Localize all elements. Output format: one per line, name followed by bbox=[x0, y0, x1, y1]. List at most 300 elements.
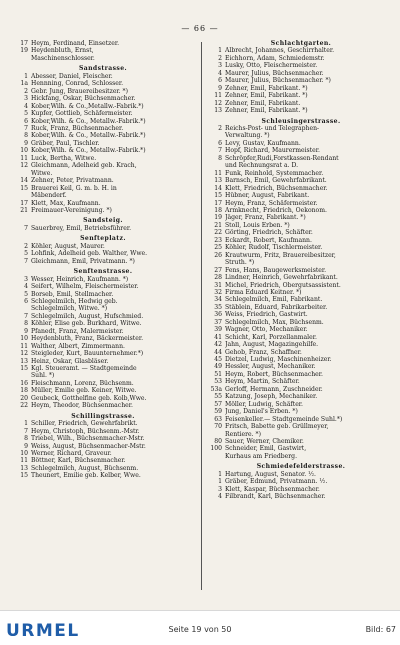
page-number: — 66 — bbox=[181, 24, 219, 33]
house-number: 13 bbox=[214, 107, 222, 115]
directory-entry bbox=[14, 155, 192, 162]
house-number: 7 bbox=[24, 312, 28, 320]
resident-text: Klett, Kaspar, Büchsenmacher. bbox=[225, 485, 320, 493]
directory-entry bbox=[14, 88, 192, 95]
directory-entry bbox=[208, 85, 394, 92]
resident-text: Zehner, Emil, Fabrikant. *) bbox=[225, 107, 308, 115]
resident-text: Maurer, Julius, Büchsenmacher. bbox=[225, 69, 324, 77]
house-number: 15 bbox=[214, 192, 222, 200]
house-number: 5 bbox=[24, 290, 28, 298]
directory-entry bbox=[14, 472, 192, 479]
house-number: 57 bbox=[214, 400, 222, 408]
directory-entry bbox=[208, 244, 394, 251]
directory-entry bbox=[208, 445, 394, 452]
directory-entry bbox=[208, 319, 394, 326]
house-number: 3 bbox=[24, 275, 28, 283]
directory-entry bbox=[208, 289, 394, 296]
resident-text: Kgl. Steueramt. — Stadtgemeinde bbox=[31, 365, 137, 373]
resident-text: Wesser, Heinrich, Kaufmann. *) bbox=[31, 275, 129, 283]
directory-entry bbox=[14, 140, 192, 147]
house-number: 8 bbox=[24, 320, 28, 328]
resident-text: Kupfer, Gottlieb, Schäfermeister. bbox=[31, 110, 133, 118]
directory-entry bbox=[208, 334, 394, 341]
directory-entry bbox=[208, 192, 394, 199]
directory-entry bbox=[208, 92, 394, 99]
directory-entry bbox=[208, 252, 394, 259]
house-number: 8 bbox=[24, 132, 28, 140]
house-number: 9 bbox=[218, 84, 222, 92]
directory-entry bbox=[208, 214, 394, 221]
house-number: 12 bbox=[20, 162, 28, 170]
directory-entry bbox=[14, 457, 192, 464]
house-number: 6 bbox=[24, 117, 28, 125]
house-number: 3 bbox=[218, 62, 222, 70]
house-number: 31 bbox=[214, 281, 222, 289]
house-number: 1 bbox=[218, 470, 222, 478]
resident-text: Levy, Gustav, Kaufmann. bbox=[225, 139, 301, 147]
viewer-footer bbox=[0, 610, 400, 645]
house-number: 27 bbox=[214, 266, 222, 274]
resident-text: Heym, Martin, Schäfter. bbox=[225, 378, 300, 386]
resident-text: Hopf, Richard, Maurermeister. bbox=[225, 147, 320, 155]
directory-entry bbox=[208, 393, 394, 400]
directory-entry bbox=[14, 365, 192, 372]
house-number: 1a bbox=[20, 80, 28, 88]
column-divider bbox=[201, 42, 202, 590]
resident-text: Heym, Robert, Büchsenmacher. bbox=[225, 370, 323, 378]
house-number: 55 bbox=[214, 393, 222, 401]
directory-entry bbox=[208, 356, 394, 363]
resident-text: Gräber, Paul, Tischler. bbox=[31, 139, 100, 147]
house-number: 4 bbox=[218, 493, 222, 501]
house-number: 45 bbox=[214, 356, 222, 364]
resident-text: Zehner, Emil, Fabrikant. *) bbox=[225, 92, 308, 100]
directory-entry bbox=[14, 225, 192, 232]
resident-text: Borseb, Emil, Stellmacher. bbox=[31, 290, 114, 298]
directory-entry bbox=[14, 147, 192, 154]
resident-text: Möller, Ludwig, Schäfter. bbox=[225, 400, 303, 408]
directory-entry bbox=[14, 335, 192, 342]
resident-text: Schlegelmilch, Emil, Fabrikant. bbox=[225, 296, 323, 304]
directory-entry bbox=[14, 435, 192, 442]
house-number: 51 bbox=[214, 370, 222, 378]
directory-entry bbox=[208, 438, 394, 445]
resident-text: Fritsch, Babette geb. Grüllmeyer, bbox=[225, 423, 329, 431]
directory-entry bbox=[14, 428, 192, 435]
directory-entry bbox=[208, 222, 394, 229]
resident-text: Gebr. Jung, Brauereibesitzer. *) bbox=[31, 87, 128, 95]
house-number: 22 bbox=[20, 402, 28, 410]
house-number: 18 bbox=[214, 206, 222, 214]
house-number: 42 bbox=[214, 341, 222, 349]
entry-continuation: Schlegelmilch, Witwe. *) bbox=[31, 305, 108, 313]
entry-continuation: Struth. *) bbox=[225, 259, 255, 267]
directory-entry bbox=[14, 110, 192, 117]
directory-entry bbox=[208, 267, 394, 274]
house-number: 11 bbox=[214, 169, 222, 177]
resident-text: Jahn, August, Magazingehilfe. bbox=[225, 341, 319, 349]
directory-entry bbox=[208, 296, 394, 303]
house-number: 10 bbox=[20, 335, 28, 343]
house-number: 7 bbox=[24, 224, 28, 232]
directory-entry bbox=[14, 207, 192, 214]
resident-text: Klett, Max, Kaufmann. bbox=[31, 199, 101, 207]
directory-entry bbox=[14, 298, 192, 305]
house-number: 53a bbox=[210, 385, 222, 393]
resident-text: Schröpfer,Rudi,Forstkassen-Rendant bbox=[225, 154, 339, 162]
directory-entry bbox=[208, 326, 394, 333]
resident-text: Klett, Friedrich, Büchsenmacher. bbox=[225, 184, 328, 192]
resident-text: Firma Eduard Keitner. *) bbox=[225, 288, 302, 296]
resident-text: Steigleder, Kurt, Bauunternehmer.*) bbox=[31, 350, 144, 358]
directory-entry bbox=[208, 341, 394, 348]
directory-entry bbox=[14, 313, 192, 320]
street-heading: Senftenstrasse. bbox=[73, 268, 133, 276]
directory-entry bbox=[14, 276, 192, 283]
resident-text: Weiss, August, Büchsenmacher-Mstr. bbox=[31, 442, 146, 450]
directory-entry bbox=[208, 311, 394, 318]
urmel-logo[interactable]: URMEL bbox=[6, 621, 80, 641]
directory-entry bbox=[208, 200, 394, 207]
directory-entry bbox=[14, 283, 192, 290]
directory-entry bbox=[208, 237, 394, 244]
resident-text: Barnsch, Emil, Gewehrfabrikant. bbox=[225, 177, 327, 185]
house-number: 2 bbox=[24, 242, 28, 250]
resident-text: Hübner, August, Fabrikant. bbox=[225, 192, 310, 200]
entry-continuation: und Rechnungsrat a. D. bbox=[225, 162, 299, 170]
resident-text: Schlegelmilch, Max, Büchsenm. bbox=[225, 318, 324, 326]
house-number: 1 bbox=[218, 47, 222, 55]
house-number: 28 bbox=[214, 274, 222, 282]
resident-text: Filbrandt, Karl, Büchsenmacher. bbox=[225, 493, 326, 501]
resident-text: Wagner, Otto, Mechaniker. bbox=[225, 326, 308, 334]
resident-text: Zehner, Peter, Privatmann. bbox=[31, 177, 114, 185]
resident-text: Stäblein, Eduard, Fabrikarbeiter. bbox=[225, 303, 328, 311]
directory-entry bbox=[208, 140, 394, 147]
house-number: 14 bbox=[20, 177, 28, 185]
street-heading: Schlachtgarten. bbox=[270, 40, 332, 47]
house-number: 26 bbox=[214, 251, 222, 259]
directory-entry bbox=[14, 465, 192, 472]
page-indicator: Seite 19 von 50 bbox=[168, 625, 232, 634]
house-number: 7 bbox=[24, 124, 28, 132]
house-number: 59 bbox=[214, 408, 222, 416]
resident-text: Köhler, August, Maurer. bbox=[31, 242, 105, 250]
house-number: 1 bbox=[24, 72, 28, 80]
house-number: 14 bbox=[214, 184, 222, 192]
house-number: 17 bbox=[20, 199, 28, 207]
house-number: 20 bbox=[20, 394, 28, 402]
resident-text: Luck, Bertha, Witwe. bbox=[31, 154, 97, 162]
resident-text: Köhler, Rudolf, Tischlermeister. bbox=[225, 244, 323, 252]
directory-entry bbox=[208, 147, 394, 154]
house-number: 44 bbox=[214, 348, 222, 356]
house-number: 11 bbox=[20, 457, 28, 465]
resident-text: Fleischmann, Lorenz, Büchsenm. bbox=[31, 379, 134, 387]
resident-text: Schlegelmilch, August, Büchsenm. bbox=[31, 464, 139, 472]
resident-text: Katzung, Joseph, Mechaniker. bbox=[225, 393, 318, 401]
directory-entry bbox=[14, 258, 192, 265]
house-number: 8 bbox=[24, 435, 28, 443]
house-number: 9 bbox=[24, 327, 28, 335]
house-number: 41 bbox=[214, 333, 222, 341]
house-number: 19 bbox=[214, 214, 222, 222]
resident-text: Dietzel, Ludwig, Maschinenheizer. bbox=[225, 356, 332, 364]
house-number: 16 bbox=[20, 379, 28, 387]
directory-entry bbox=[208, 77, 394, 84]
house-number: 11 bbox=[20, 154, 28, 162]
directory-entry bbox=[208, 471, 394, 478]
directory-entry bbox=[208, 371, 394, 378]
entry-continuation: Mäbenderf. bbox=[31, 192, 67, 200]
house-number: 70 bbox=[214, 423, 222, 431]
resident-text: Albrecht, Johannes, Geschirrhalter. bbox=[225, 47, 335, 55]
directory-entry bbox=[14, 95, 192, 102]
house-number: 11 bbox=[20, 342, 28, 350]
image-indicator: Bild: 67 bbox=[365, 625, 396, 634]
resident-text: Lohfink, Adelheid geb. Walther, Wwe. bbox=[31, 250, 148, 258]
directory-entry bbox=[208, 486, 394, 493]
house-number: 1 bbox=[24, 420, 28, 428]
directory-entry bbox=[14, 47, 192, 54]
house-number: 13 bbox=[20, 357, 28, 365]
directory-entry bbox=[14, 40, 192, 47]
directory-entry bbox=[14, 250, 192, 257]
house-number: 15 bbox=[20, 184, 28, 192]
house-number: 7 bbox=[24, 427, 28, 435]
directory-entry bbox=[208, 47, 394, 54]
right-column bbox=[208, 40, 394, 501]
house-number: 1 bbox=[218, 478, 222, 486]
house-number: 80 bbox=[214, 438, 222, 446]
resident-text: Gehob, Franz, Schaffner. bbox=[225, 348, 302, 356]
directory-entry bbox=[208, 274, 394, 281]
house-number: 4 bbox=[24, 102, 28, 110]
house-number: 8 bbox=[218, 154, 222, 162]
resident-text: Böttner, Karl, Büchsenmacher. bbox=[31, 457, 126, 465]
directory-entry bbox=[14, 387, 192, 394]
resident-text: Schiller, Friedrich, Gewehrfabrikt. bbox=[31, 420, 138, 428]
house-number: 32 bbox=[214, 288, 222, 296]
house-number: 2 bbox=[218, 54, 222, 62]
directory-entry bbox=[208, 386, 394, 393]
directory-entry bbox=[14, 450, 192, 457]
directory-entry bbox=[14, 185, 192, 192]
directory-entry bbox=[14, 291, 192, 298]
resident-text: Eckardt, Robert, Kaufmann. bbox=[225, 236, 312, 244]
directory-entry bbox=[14, 380, 192, 387]
street-heading: Sandstrasse. bbox=[78, 65, 128, 73]
house-number: 10 bbox=[20, 450, 28, 458]
resident-text: Triebel, Wilh., Büchsenmacher-Mstr. bbox=[31, 435, 145, 443]
house-number: 17 bbox=[214, 199, 222, 207]
house-number: 3 bbox=[24, 95, 28, 103]
resident-text: Heym, Christoph, Büchsenm.-Mstr. bbox=[31, 427, 140, 435]
resident-text: Hennning, Conrad, Schlosser. bbox=[31, 80, 124, 88]
resident-text: Kober,Wilh. & Co., Metallw.-Fabrik.*) bbox=[31, 132, 146, 140]
resident-text: Gleichmann, Emil, Privatmann. *) bbox=[31, 257, 135, 265]
resident-text: Brauerei Keil, G. m. b. H. in bbox=[31, 184, 117, 192]
directory-entry bbox=[14, 358, 192, 365]
directory-entry bbox=[208, 229, 394, 236]
house-number: 35 bbox=[214, 303, 222, 311]
directory-entry bbox=[208, 401, 394, 408]
street-heading: Sandsteig. bbox=[83, 217, 123, 225]
resident-text: Heym, Franz, Schäfermeister. bbox=[225, 199, 318, 207]
directory-entry bbox=[208, 100, 394, 107]
house-number: 37 bbox=[214, 318, 222, 326]
resident-text: Maurer, Julius, Büchsenmacher. *) bbox=[225, 77, 331, 85]
resident-text: Geubeck, Gotthelfine geb. Kolb,Wwe. bbox=[31, 394, 147, 402]
house-number: 7 bbox=[218, 147, 222, 155]
resident-text: Pfanedt, Franz, Malermeister. bbox=[31, 327, 124, 335]
resident-text: Hessler, August, Mechaniker. bbox=[225, 363, 316, 371]
resident-text: Seifert, Wilhelm, Fleischermeister. bbox=[31, 283, 139, 291]
resident-text: Theunert, Emilie geb. Kelber, Wwe. bbox=[31, 472, 141, 480]
house-number: 13 bbox=[214, 177, 222, 185]
resident-text: Heydenbluth, Franz, Bäckermeister. bbox=[31, 335, 144, 343]
entry-continuation: Maschinenschlosser. bbox=[31, 54, 95, 62]
directory-entry bbox=[14, 243, 192, 250]
directory-entry bbox=[14, 402, 192, 409]
house-number: 9 bbox=[24, 442, 28, 450]
resident-text: Schneider, Emil, Gastwirt, bbox=[225, 445, 307, 453]
resident-text: Görting, Friedrich, Schäfter. bbox=[225, 229, 313, 237]
house-number: 5 bbox=[24, 110, 28, 118]
directory-entry bbox=[208, 55, 394, 62]
directory-entry bbox=[14, 350, 192, 357]
house-number: 15 bbox=[20, 365, 28, 373]
entry-continuation: Witwe. bbox=[31, 169, 53, 177]
house-number: 36 bbox=[214, 311, 222, 319]
house-number: 3 bbox=[218, 485, 222, 493]
directory-entry bbox=[208, 125, 394, 132]
resident-text: Michel, Friedrich, Obergutsassistent. bbox=[225, 281, 341, 289]
directory-entry bbox=[208, 363, 394, 370]
directory-entry bbox=[14, 132, 192, 139]
house-number: 2 bbox=[218, 124, 222, 132]
house-number: 19 bbox=[20, 47, 28, 55]
directory-entry bbox=[14, 395, 192, 402]
house-number: 39 bbox=[214, 326, 222, 334]
directory-entry bbox=[208, 493, 394, 500]
resident-text: Ruck, Franz, Büchsenmacher. bbox=[31, 124, 124, 132]
resident-text: Lindner, Heinrich, Gewehrfabrikant. bbox=[225, 274, 338, 282]
resident-text: Gleichmann, Adelheid geb. Krach, bbox=[31, 162, 137, 170]
directory-entry bbox=[208, 416, 394, 423]
house-number: 25 bbox=[214, 244, 222, 252]
house-number: 13 bbox=[20, 464, 28, 472]
house-number: 22 bbox=[214, 229, 222, 237]
directory-entry bbox=[208, 207, 394, 214]
resident-text: Walther, Albert, Zimmermann. bbox=[31, 342, 125, 350]
house-number: 5 bbox=[24, 250, 28, 258]
resident-text: Jäger, Franz, Fabrikant. *) bbox=[225, 214, 306, 222]
resident-text: Schlegelmilch, Hedwig geb. bbox=[31, 297, 118, 305]
resident-text: Sauerbrey, Emil, Betriebsführer. bbox=[31, 224, 132, 232]
resident-text: Krautwurm, Fritz, Brauereibesitzer, bbox=[225, 251, 336, 259]
house-number: 21 bbox=[20, 206, 28, 214]
directory-entry bbox=[14, 320, 192, 327]
directory-entry bbox=[208, 282, 394, 289]
directory-entry bbox=[208, 408, 394, 415]
directory-entry bbox=[14, 328, 192, 335]
directory-entry bbox=[208, 170, 394, 177]
resident-text: Weiss, Friedrich, Gastwirt. bbox=[225, 311, 308, 319]
house-number: 63 bbox=[214, 415, 222, 423]
left-column bbox=[14, 40, 192, 480]
resident-text: Sauer, Werner, Chemiker. bbox=[225, 438, 304, 446]
house-number: 49 bbox=[214, 363, 222, 371]
directory-entry bbox=[14, 343, 192, 350]
resident-text: Hickfang, Oskar, Büchsenmacher. bbox=[31, 95, 136, 103]
directory-entry bbox=[208, 185, 394, 192]
house-number: 10 bbox=[20, 147, 28, 155]
house-number: 4 bbox=[24, 283, 28, 291]
house-number: 12 bbox=[214, 99, 222, 107]
directory-entry bbox=[14, 125, 192, 132]
directory-entry bbox=[14, 80, 192, 87]
directory-entry bbox=[14, 420, 192, 427]
house-number: 9 bbox=[24, 139, 28, 147]
directory-entry bbox=[208, 349, 394, 356]
directory-entry bbox=[14, 118, 192, 125]
house-number: 6 bbox=[218, 139, 222, 147]
directory-entry bbox=[208, 107, 394, 114]
resident-text: Eichhorn, Adam, Schmiedemstr. bbox=[225, 54, 325, 62]
entry-continuation: Rentiere. *) bbox=[225, 430, 261, 438]
resident-text: Heym, Ferdinand, Einsetzer. bbox=[31, 40, 120, 47]
directory-entry bbox=[208, 62, 394, 69]
resident-text: Stoll, Louis Erben. *) bbox=[225, 221, 290, 229]
resident-text: Freimauer-Vereinigung. *) bbox=[31, 206, 112, 214]
resident-text: Funk, Reinhold, Systemmacher. bbox=[225, 169, 324, 177]
resident-text: Lusky, Otto, Fleischermeister. bbox=[225, 62, 318, 70]
directory-entry bbox=[14, 443, 192, 450]
directory-entry bbox=[208, 177, 394, 184]
directory-entry bbox=[208, 378, 394, 385]
resident-text: Schicht, Karl, Porzellanmaler. bbox=[225, 333, 317, 341]
directory-entry bbox=[208, 155, 394, 162]
resident-text: Zehner, Emil, Fabrikant. *) bbox=[225, 84, 308, 92]
house-number: 11 bbox=[214, 92, 222, 100]
directory-entry bbox=[14, 103, 192, 110]
directory-entry bbox=[14, 162, 192, 169]
street-heading: Senfteplatz. bbox=[80, 235, 126, 243]
resident-text: Zehner, Emil, Fabrikant. bbox=[225, 99, 301, 107]
directory-entry bbox=[208, 478, 394, 485]
resident-text: Heinz, Oskar, Glasbläser. bbox=[31, 357, 109, 365]
house-number: 23 bbox=[214, 236, 222, 244]
directory-entry bbox=[208, 70, 394, 77]
entry-continuation: Suhl. *) bbox=[31, 372, 55, 380]
house-number: 53 bbox=[214, 378, 222, 386]
house-number: 2 bbox=[24, 87, 28, 95]
directory-entry bbox=[14, 73, 192, 80]
house-number: 6 bbox=[24, 297, 28, 305]
resident-text: Reichs-Post- und Telegraphen- bbox=[225, 124, 320, 132]
resident-text: Abesser, Daniel, Fleischer. bbox=[31, 72, 113, 80]
resident-text: Kober,Wilh. & Co., Metallw.-Fabrik.*) bbox=[31, 117, 146, 125]
street-heading: Schleusingerstrasse. bbox=[261, 117, 341, 125]
directory-entry bbox=[14, 200, 192, 207]
resident-text: Heydenbluth, Ernst, bbox=[31, 47, 94, 55]
resident-text: Kober,Wilh. & Co.,Metallw.-Fabrik.*) bbox=[31, 102, 144, 110]
resident-text: Schlegelmilch, August, Hufschmied. bbox=[31, 312, 144, 320]
resident-text: Fens, Hans, Baugewerksmeister. bbox=[225, 266, 327, 274]
house-number: 7 bbox=[24, 257, 28, 265]
resident-text: Werner, Richard, Graveur. bbox=[31, 450, 112, 458]
